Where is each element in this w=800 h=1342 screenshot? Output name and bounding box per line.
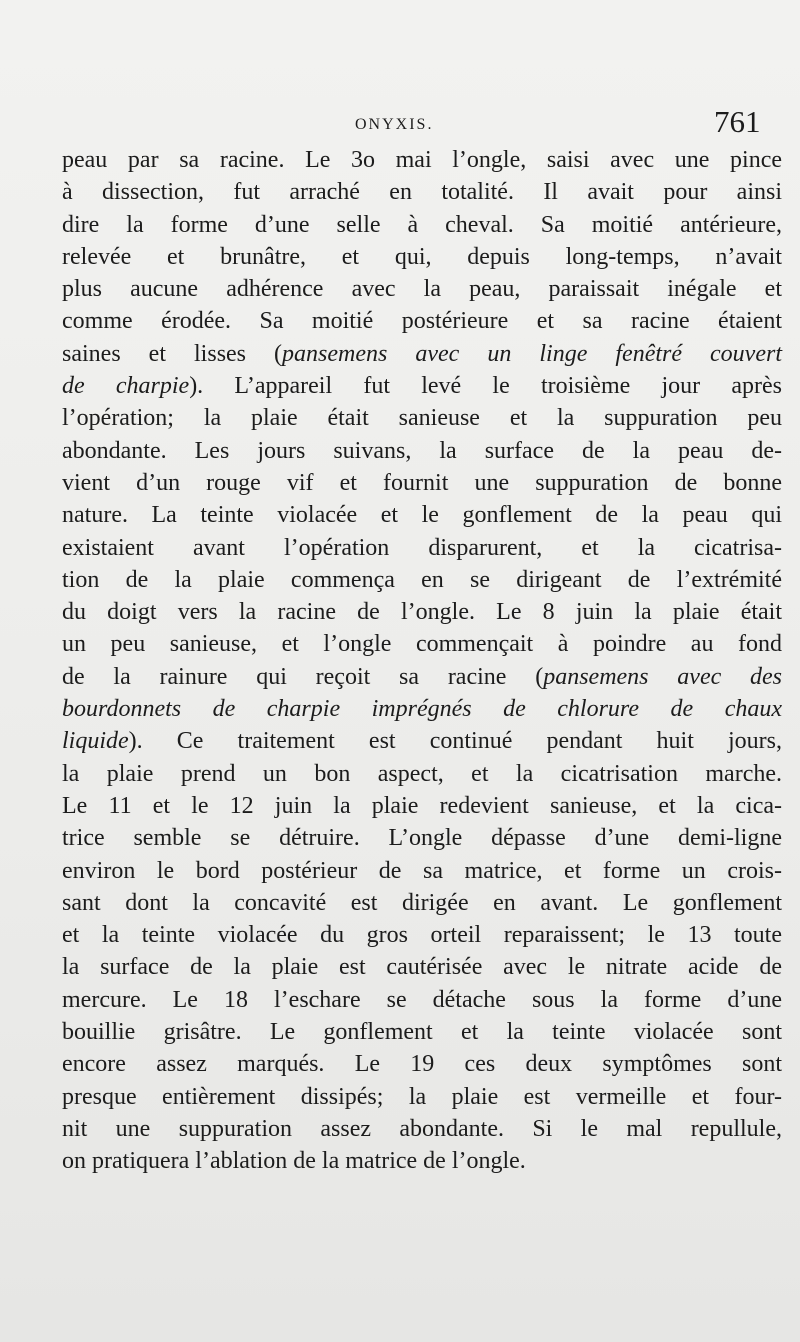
text-line	[62, 499, 782, 531]
body-text	[62, 144, 782, 1178]
text-segment: mercure. Le 18 l’eschare se détache sous la forme d’une	[62, 986, 782, 1013]
text-segment: trice semble se détruire. L’ongle dépasse d’une demi-ligne	[62, 825, 782, 852]
text-line	[62, 693, 782, 725]
text-line	[62, 951, 782, 983]
text-segment: vient d’un rouge vif et fournit une suppuration de bonne	[62, 469, 782, 496]
text-segment: saines et lisses (	[62, 340, 283, 367]
text-line	[62, 1016, 782, 1048]
text-line	[62, 370, 782, 402]
text-line	[62, 338, 782, 370]
text-segment: encore assez marqués. Le 19 ces deux symptômes sont	[62, 1051, 782, 1078]
text-segment: on pratiquera l’ablation de la matrice de l’ongle.	[62, 1148, 526, 1175]
text-line	[62, 273, 782, 305]
text-segment: dire la forme d’une selle à cheval. Sa moitié antérieure,	[62, 211, 782, 238]
text-line	[62, 661, 782, 693]
text-line	[62, 144, 782, 176]
text-line	[62, 822, 782, 854]
text-segment: et la teinte violacée du gros orteil reparaissent; le 13 toute	[62, 922, 782, 949]
text-segment: relevée et brunâtre, et qui, depuis long-temps, n’avait	[62, 243, 782, 270]
text-segment: la plaie prend un bon aspect, et la cicatrisation marche.	[62, 760, 782, 787]
text-segment: l’opération; la plaie était sanieuse et la suppuration peu	[62, 405, 782, 432]
text-line	[62, 564, 782, 596]
text-line	[62, 1048, 782, 1080]
text-segment: comme érodée. Sa moitié postérieure et sa racine étaient	[62, 308, 782, 335]
italic-text: de charpie	[62, 373, 190, 400]
text-line	[62, 402, 782, 434]
text-line	[62, 919, 782, 951]
text-segment: nature. La teinte violacée et le gonflement de la peau qui	[62, 502, 782, 529]
text-segment: plus aucune adhérence avec la peau, paraissait inégale et	[62, 276, 782, 303]
text-segment: du doigt vers la racine de l’ongle. Le 8 juin la plaie était	[62, 599, 782, 626]
text-segment: de la rainure qui reçoit sa racine (	[62, 663, 544, 690]
text-line	[62, 1113, 782, 1145]
text-line	[62, 532, 782, 564]
text-line	[62, 209, 782, 241]
text-segment: environ le bord postérieur de sa matrice, et forme un crois-	[62, 857, 782, 884]
text-line	[62, 887, 782, 919]
text-line	[62, 435, 782, 467]
text-line	[62, 176, 782, 208]
italic-text: pansemens avec des	[543, 663, 782, 690]
italic-text: liquide	[62, 728, 129, 755]
text-segment: un peu sanieuse, et l’ongle commençait à poindre au fond	[62, 631, 782, 658]
italic-text: bourdonnets de charpie imprégnés de chlorure de chaux	[62, 696, 782, 723]
text-line	[62, 596, 782, 628]
text-line	[62, 628, 782, 660]
text-segment: peau par sa racine. Le 3o mai l’ongle, saisi avec une pince	[62, 147, 782, 173]
text-segment: ). Ce traitement est continué pendant huit jours,	[128, 728, 782, 755]
text-line	[62, 984, 782, 1016]
page-number: 761	[714, 104, 761, 139]
text-segment: nit une suppuration assez abondante. Si le mal repullule,	[62, 1115, 782, 1142]
text-segment: tion de la plaie commença en se dirigeant de l’extrémité	[62, 566, 782, 593]
text-line	[62, 1145, 782, 1177]
text-segment: sant dont la concavité est dirigée en avant. Le gonflement	[62, 889, 782, 916]
text-segment: bouillie grisâtre. Le gonflement et la teinte violacée sont	[62, 1019, 782, 1046]
text-segment: abondante. Les jours suivans, la surface de la peau de-	[62, 437, 782, 464]
text-segment: à dissection, fut arraché en totalité. Il avait pour ainsi	[62, 179, 782, 206]
text-line	[62, 305, 782, 337]
text-segment: la surface de la plaie est cautérisée avec le nitrate acide de	[62, 954, 782, 981]
text-line	[62, 467, 782, 499]
text-line	[62, 790, 782, 822]
text-segment: ). L’appareil fut levé le troisième jour après	[189, 373, 782, 400]
text-segment: Le 11 et le 12 juin la plaie redevient sanieuse, et la cica-	[62, 792, 782, 819]
text-line	[62, 241, 782, 273]
text-line	[62, 725, 782, 757]
text-line	[62, 1081, 782, 1113]
text-line	[62, 855, 782, 887]
text-segment: presque entièrement dissipés; la plaie est vermeille et four-	[62, 1083, 782, 1110]
italic-text: pansemens avec un linge fenêtré couvert	[282, 340, 782, 367]
running-title: ONYXIS.	[355, 116, 434, 133]
text-line	[62, 758, 782, 790]
text-segment: existaient avant l’opération disparurent, et la cicatrisa-	[62, 534, 782, 561]
